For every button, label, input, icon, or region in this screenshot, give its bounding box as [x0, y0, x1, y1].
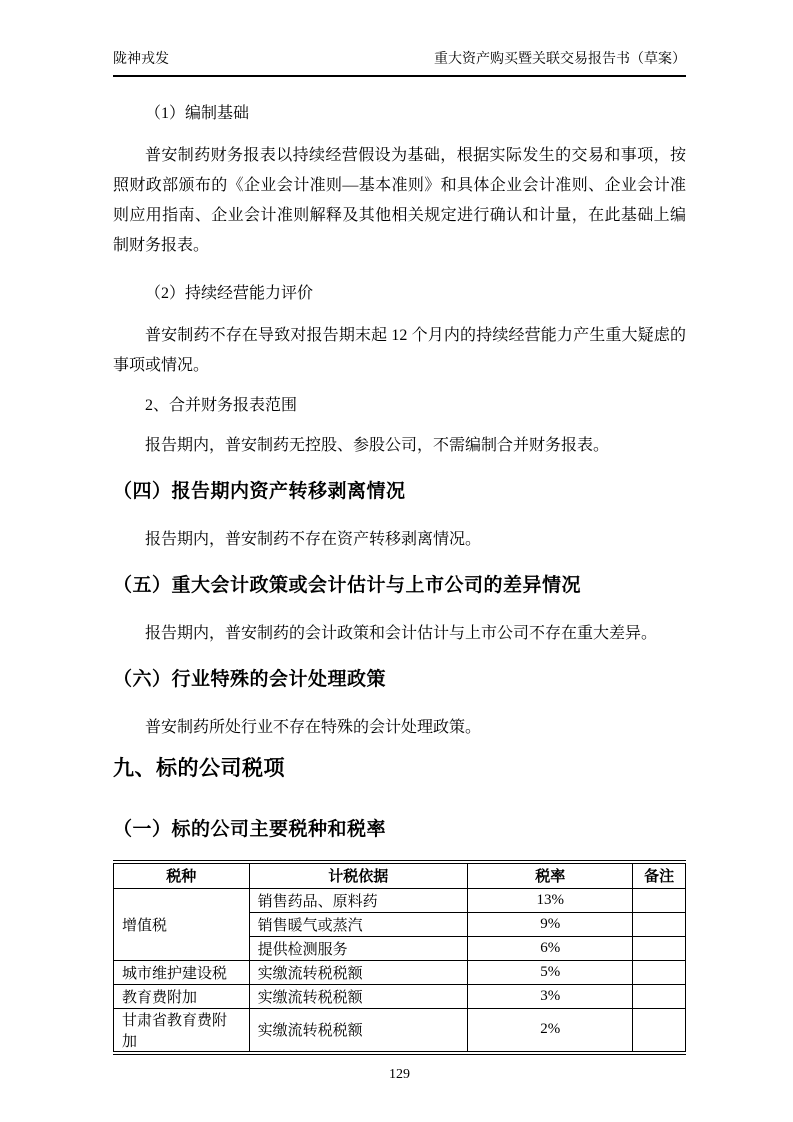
cell-tax-rate: 2% [468, 1008, 633, 1053]
item1-title: （1）编制基础 [145, 105, 250, 122]
cell-tax-rate: 6% [468, 936, 633, 960]
cell-tax-type: 增值税 [114, 888, 250, 960]
table-row [114, 1008, 686, 1053]
item2-paragraph: 普安制药不存在导致对报告期末起 12 个月内的持续经营能力产生重大疑虑的事项或情况。 [113, 327, 686, 374]
col-header-tax-rate: 税率 [468, 862, 633, 888]
section6-paragraph: 普安制药所处行业不存在特殊的会计处理政策。 [145, 719, 482, 736]
table-row [114, 960, 686, 984]
sub2-paragraph: 报告期内，普安制药无控股、参股公司，不需编制合并财务报表。 [145, 437, 610, 454]
cell-tax-rate: 3% [468, 984, 633, 1008]
cell-tax-rate: 9% [468, 912, 633, 936]
cell-tax-rate: 5% [468, 960, 633, 984]
running-header [113, 50, 686, 77]
section4-paragraph: 报告期内，普安制药不存在资产转移剥离情况。 [145, 531, 482, 548]
section6-heading: （六）行业特殊的会计处理政策 [113, 669, 387, 690]
cell-note [633, 984, 686, 1008]
cell-tax-basis: 实缴流转税税额 [249, 960, 468, 984]
col-header-tax-type: 税种 [114, 862, 250, 888]
cell-tax-basis: 实缴流转税税额 [249, 1008, 468, 1053]
col-header-note: 备注 [633, 862, 686, 888]
section5-heading: （五）重大会计政策或会计估计与上市公司的差异情况 [113, 575, 582, 596]
cell-tax-rate: 13% [468, 888, 633, 912]
tax-rate-table [113, 860, 686, 1055]
chapter9-heading: 九、标的公司税项 [113, 757, 285, 780]
cell-tax-basis: 销售药品、原料药 [249, 888, 468, 912]
table-row [114, 888, 686, 912]
cell-tax-basis: 销售暖气或蒸汽 [249, 912, 468, 936]
cell-note [633, 888, 686, 912]
table-row [114, 984, 686, 1008]
cell-note [633, 936, 686, 960]
page-number: 129 [389, 1066, 410, 1082]
cell-note [633, 960, 686, 984]
cell-tax-basis: 提供检测服务 [249, 936, 468, 960]
cell-note [633, 912, 686, 936]
section5-paragraph: 报告期内，普安制药的会计政策和会计估计与上市公司不存在重大差异。 [145, 625, 658, 642]
cell-tax-type: 教育费附加 [114, 984, 250, 1008]
section9-1-heading: （一）标的公司主要税种和税率 [113, 819, 387, 840]
section4-heading: （四）报告期内资产转移剥离情况 [113, 481, 406, 502]
sub2-title: 2、合并财务报表范围 [145, 397, 298, 414]
cell-tax-type: 甘肃省教育费附加 [114, 1008, 250, 1053]
col-header-tax-basis: 计税依据 [249, 862, 468, 888]
cell-tax-basis: 实缴流转税税额 [249, 984, 468, 1008]
cell-note [633, 1008, 686, 1053]
table-header-row [114, 862, 686, 888]
cell-tax-type: 城市维护建设税 [114, 960, 250, 984]
header-full-title: 重大资产购买暨关联交易报告书（草案） [434, 52, 686, 67]
header-short-title: 陇神戎发 [113, 52, 169, 67]
item1-paragraph: 普安制药财务报表以持续经营假设为基础，根据实际发生的交易和事项，按照财政部颁布的《企业会计准则—基本准则》和具体企业会计准则、企业会计准则应用指南、企业会计准则解释及其他相关规定进行确认和计量，在此基础上编制财务报表。 [113, 147, 686, 254]
item2-title: （2）持续经营能力评价 [145, 285, 314, 302]
